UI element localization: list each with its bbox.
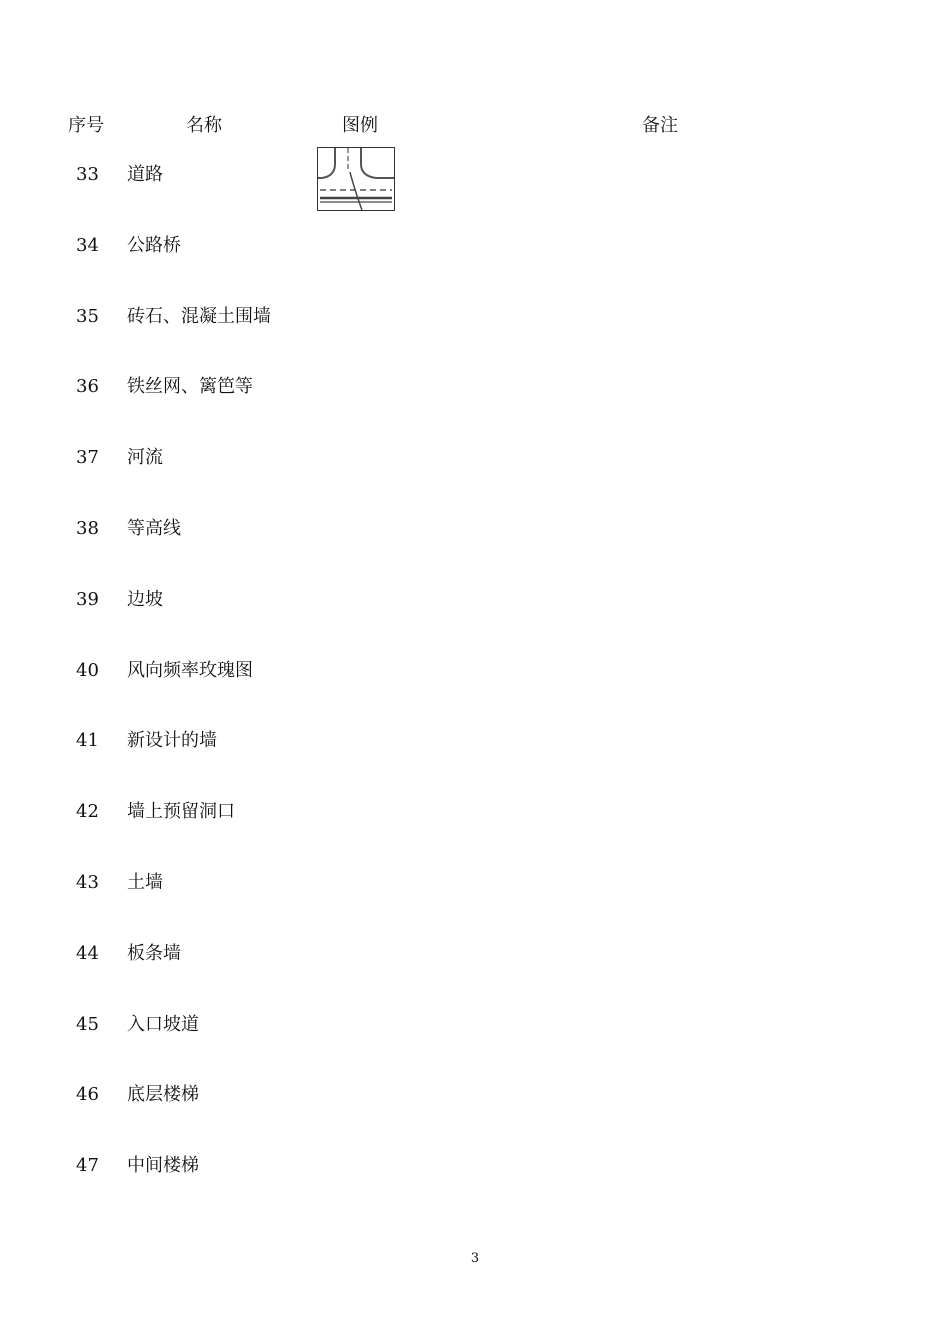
table-row (0, 1084, 950, 1155)
row-name: 道路 (127, 164, 163, 185)
table-row (0, 872, 950, 943)
road-junction-icon (317, 147, 395, 211)
row-number: 45 (76, 1013, 99, 1035)
row-name: 风向频率玫瑰图 (127, 659, 253, 681)
row-number: 36 (76, 376, 99, 398)
row-name: 中间楼梯 (127, 1155, 199, 1177)
row-name: 板条墙 (127, 942, 181, 964)
row-name: 边坡 (127, 588, 163, 610)
table-row (0, 376, 950, 447)
table-row (0, 518, 950, 589)
legend-table (0, 164, 950, 1226)
row-number: 40 (76, 659, 99, 681)
table-row (0, 235, 950, 306)
table-row (0, 660, 950, 731)
table-row (0, 306, 950, 377)
table-row (0, 447, 950, 518)
row-number: 46 (76, 1084, 99, 1106)
row-number: 38 (76, 517, 99, 539)
row-name: 公路桥 (127, 234, 181, 256)
row-name: 等高线 (127, 517, 181, 539)
row-name: 新设计的墙 (127, 730, 217, 752)
row-name: 土墙 (127, 871, 163, 893)
row-number: 44 (76, 942, 99, 964)
row-name: 底层楼梯 (127, 1084, 199, 1106)
row-name: 铁丝网、篱笆等 (127, 376, 253, 398)
header-note: 备注 (642, 115, 678, 136)
table-row (0, 164, 950, 235)
table-row (0, 589, 950, 660)
row-number: 35 (76, 305, 99, 327)
row-name: 砖石、混凝土围墙 (127, 305, 271, 327)
row-number: 37 (76, 447, 99, 469)
row-number: 33 (76, 164, 99, 185)
page-number: 3 (470, 1251, 480, 1266)
row-number: 34 (76, 234, 99, 256)
header-legend: 图例 (342, 115, 378, 136)
row-number: 41 (76, 730, 99, 752)
table-row (0, 943, 950, 1014)
row-number: 43 (76, 871, 99, 893)
row-name: 入口坡道 (127, 1013, 199, 1035)
table-row (0, 730, 950, 801)
row-name: 墙上预留洞口 (127, 801, 235, 823)
table-row (0, 1014, 950, 1085)
table-row (0, 801, 950, 872)
row-name: 河流 (127, 447, 163, 469)
header-serial-number: 序号 (68, 115, 104, 136)
row-number: 42 (76, 801, 99, 823)
header-name: 名称 (186, 115, 222, 136)
row-number: 39 (76, 588, 99, 610)
table-row (0, 1155, 950, 1226)
row-number: 47 (76, 1155, 99, 1177)
